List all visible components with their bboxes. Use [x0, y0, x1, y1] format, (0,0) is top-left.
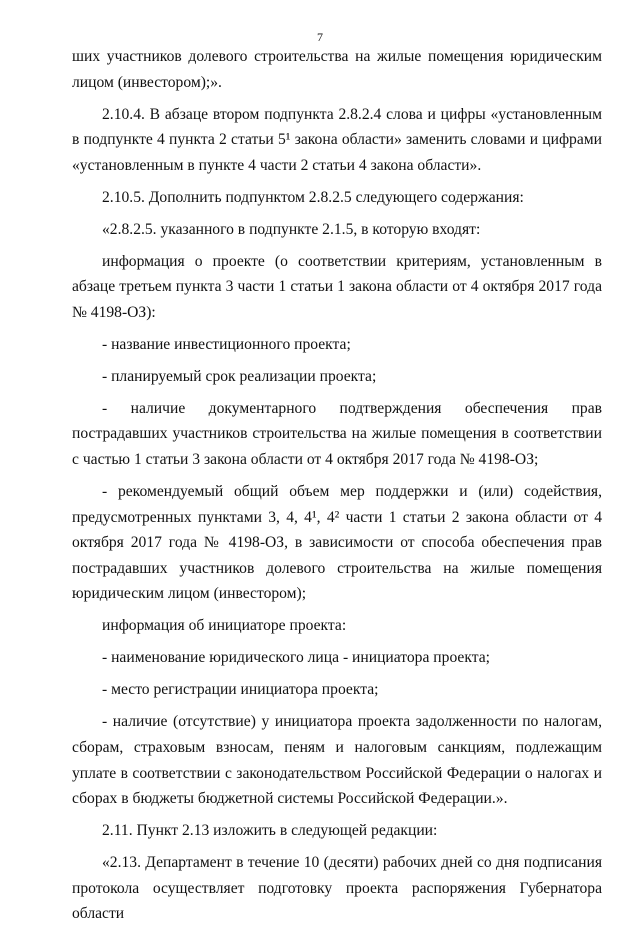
paragraph-initiator-info: информация об инициаторе проекта:: [102, 617, 347, 635]
list-item-project-term: - планируемый срок реализации проекта;: [102, 367, 377, 385]
paragraph-continuation: ших участников долевого строительства на жилые помещения юридическим лицом (инвестором);».: [72, 48, 602, 91]
document-body: [72, 44, 602, 933]
paragraph-2-10-4: 2.10.4. В абзаце втором подпункта 2.8.2.4 слова и цифры «установленным в подпункте 4 пункта 2 статьи 5¹ закона области» заменить словами и цифрами «установленным в пункте 4 части 2 статьи 4 закона области».: [72, 105, 602, 174]
list-item-project-name: - название инвестиционного проекта;: [102, 335, 351, 353]
paragraph-project-info: информация о проекте (о соответствии критериям, установленным в абзаце третьем пункта 3 части 1 статьи 1 закона области от 4 октября 2017 года № 4198-ОЗ):: [72, 252, 602, 321]
paragraph-2-11: 2.11. Пункт 2.13 изложить в следующей редакции:: [102, 822, 438, 840]
list-item-support-volume: - рекомендуемый общий объем мер поддержки и (или) содействия, предусмотренных пунктами 3, 4, 4¹, 4² части 1 статьи 2 закона области от 4 октября 2017 года № 4198-ОЗ, в зависимости от способа обеспечения прав пострадавших участников долевого строительства на жилые помещения юридическим лицом (инвестором);: [72, 483, 602, 603]
paragraph-2-13: «2.13. Департамент в течение 10 (десяти) рабочих дней со дня подписания протокола осуществляет подготовку проекта распоряжения Губернатора области: [72, 854, 602, 923]
list-item-initiator-name: - наименование юридического лица - инициатора проекта;: [102, 649, 490, 667]
list-item-documentary-confirmation: - наличие документарного подтверждения обеспечения прав пострадавших участников строительства на жилые помещения в соответствии с частью 1 статьи 3 закона области от 4 октября 2017 года № 4198-ОЗ;: [72, 399, 602, 469]
paragraph-2-8-2-5: «2.8.2.5. указанного в подпункте 2.1.5, в которую входят:: [102, 220, 481, 238]
page-number: 7: [317, 30, 323, 44]
list-item-initiator-registration: - место регистрации инициатора проекта;: [102, 681, 379, 699]
paragraph-2-10-5: 2.10.5. Дополнить подпунктом 2.8.2.5 следующего содержания:: [102, 188, 524, 206]
list-item-initiator-debt: - наличие (отсутствие) у инициатора проекта задолженности по налогам, сборам, страховым взносам, пеням и налоговым санкциям, подлежащим уплате в соответствии с законодательством Российской Федерации о налогах и сборах в бюджеты бюджетной системы Российской Федерации.».: [72, 713, 602, 808]
